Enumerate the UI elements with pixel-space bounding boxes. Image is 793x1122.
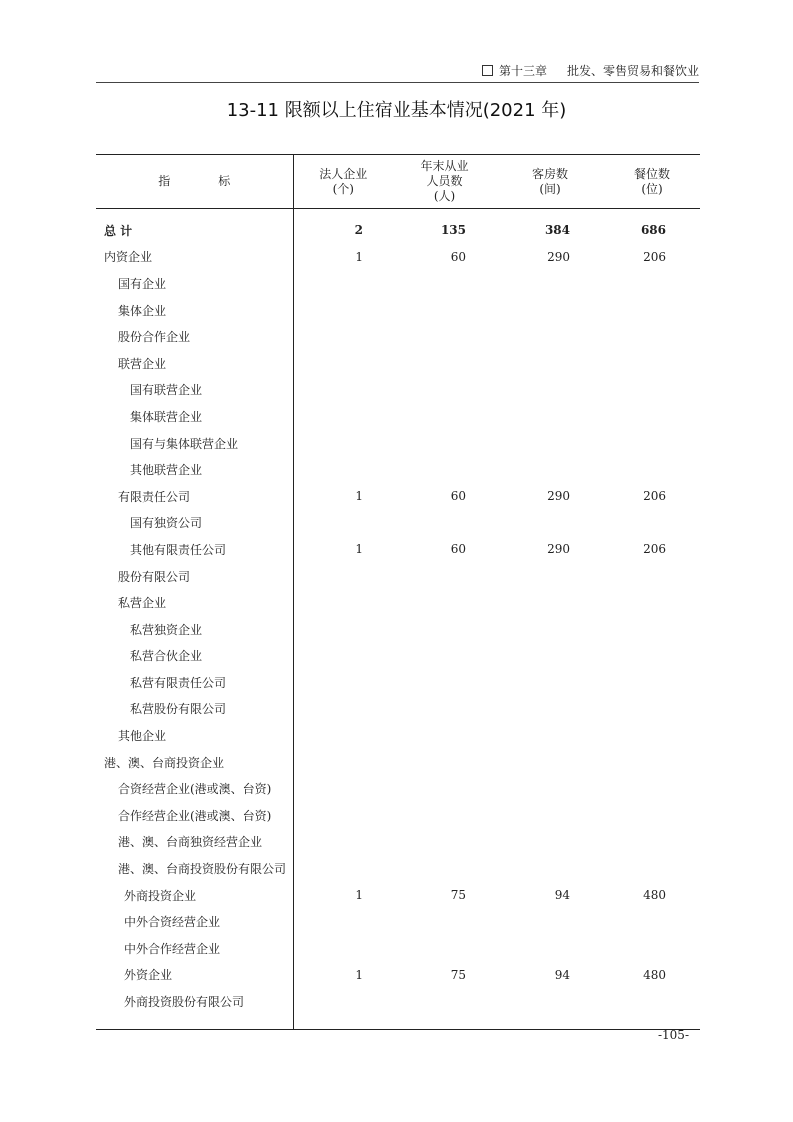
row-value (293, 350, 393, 377)
row-value (293, 802, 393, 829)
table-row (96, 589, 700, 616)
row-value: 290 (547, 249, 570, 264)
row-value (604, 775, 700, 802)
column-header-line: 人员数 (426, 174, 463, 188)
column-header (604, 155, 700, 209)
table-header-row (96, 155, 700, 209)
row-value (496, 669, 604, 696)
row-value (393, 430, 496, 457)
row-value (393, 908, 496, 935)
row-value (604, 589, 700, 616)
row-value: 384 (544, 223, 570, 238)
row-value (393, 403, 496, 430)
row-value (496, 563, 604, 590)
row-value (293, 722, 393, 749)
row-label: 内资企业 (96, 244, 293, 271)
row-label: 国有联营企业 (96, 377, 293, 404)
end-cell (293, 1015, 393, 1030)
page-number: -105- (657, 1028, 689, 1042)
table-row (96, 456, 700, 483)
row-label: 股份合作企业 (96, 323, 293, 350)
row-label: 联营企业 (96, 350, 293, 377)
row-value (393, 297, 496, 324)
table-row (96, 722, 700, 749)
table-row (96, 244, 700, 271)
row-label: 私营独资企业 (96, 616, 293, 643)
table-row (96, 749, 700, 776)
row-value (293, 855, 393, 882)
table-row (96, 962, 700, 989)
row-value (293, 669, 393, 696)
row-value: 1 (355, 489, 363, 504)
row-label: 中外合资经营企业 (96, 908, 293, 935)
row-value (496, 323, 604, 350)
row-label: 外商投资企业 (96, 882, 293, 909)
row-value: 75 (450, 888, 466, 903)
row-label: 国有企业 (96, 270, 293, 297)
row-value: 1 (355, 888, 363, 903)
row-value: 206 (643, 249, 666, 264)
running-header (482, 62, 699, 79)
row-value (604, 350, 700, 377)
column-header-line: (间) (539, 181, 561, 196)
table-row (96, 510, 700, 537)
spacer-cell (496, 209, 604, 218)
row-label: 有限责任公司 (96, 483, 293, 510)
statistics-table-container (96, 154, 700, 1030)
table-row (96, 643, 700, 670)
row-value: 206 (643, 489, 666, 504)
row-value (393, 377, 496, 404)
row-value (293, 908, 393, 935)
row-value (496, 430, 604, 457)
row-value (393, 855, 496, 882)
row-value (393, 456, 496, 483)
row-label: 私营有限责任公司 (96, 669, 293, 696)
row-value (393, 510, 496, 537)
table-row (96, 882, 700, 909)
column-header-line: (人) (433, 189, 456, 203)
row-value (393, 775, 496, 802)
row-value (293, 829, 393, 856)
row-value (604, 323, 700, 350)
table-row (96, 270, 700, 297)
row-value: 60 (450, 542, 466, 557)
column-header-line: 年末从业 (420, 159, 469, 173)
row-value (496, 377, 604, 404)
row-value (496, 722, 604, 749)
row-label: 外资企业 (96, 962, 293, 989)
table-row (96, 775, 700, 802)
row-value (293, 323, 393, 350)
table-row (96, 563, 700, 590)
page-title: 13-11 限额以上住宿业基本情况(2021 年) (226, 100, 567, 121)
row-value (496, 908, 604, 935)
row-value (393, 589, 496, 616)
row-value (293, 270, 393, 297)
column-header-line: 客房数 (531, 166, 568, 181)
table-row (96, 988, 700, 1015)
row-value (393, 749, 496, 776)
row-label: 其他企业 (96, 722, 293, 749)
row-value (393, 563, 496, 590)
table-row (96, 802, 700, 829)
row-value (293, 749, 393, 776)
row-value (393, 323, 496, 350)
row-value (293, 403, 393, 430)
row-value (393, 350, 496, 377)
row-label: 私营企业 (96, 589, 293, 616)
row-value (496, 829, 604, 856)
row-label: 其他有限责任公司 (96, 536, 293, 563)
row-value (496, 270, 604, 297)
end-cell (393, 1015, 496, 1030)
table-row (96, 855, 700, 882)
spacer-cell (96, 209, 293, 218)
row-value (604, 935, 700, 962)
table-row (96, 696, 700, 723)
row-value: 94 (554, 888, 570, 903)
row-value: 1 (355, 967, 363, 982)
table-total-row (96, 217, 700, 244)
row-label: 国有独资公司 (96, 510, 293, 537)
row-label: 集体企业 (96, 297, 293, 324)
row-value: 60 (450, 249, 466, 264)
row-value (496, 456, 604, 483)
table-row (96, 323, 700, 350)
row-value (393, 696, 496, 723)
column-header (293, 155, 393, 209)
row-label: 总 计 (96, 217, 293, 244)
header-rule (96, 82, 699, 83)
table-row (96, 536, 700, 563)
row-value (604, 403, 700, 430)
row-value (496, 403, 604, 430)
table-row (96, 908, 700, 935)
row-value: 686 (640, 223, 666, 238)
row-value (604, 297, 700, 324)
row-label: 港、澳、台商投资企业 (96, 749, 293, 776)
row-value (293, 510, 393, 537)
table-row (96, 403, 700, 430)
row-value (604, 722, 700, 749)
row-value (496, 749, 604, 776)
table-row (96, 430, 700, 457)
row-value (293, 377, 393, 404)
table-header (96, 155, 700, 209)
chapter-label: 第十三章 (498, 64, 547, 78)
row-value (604, 510, 700, 537)
table-row (96, 350, 700, 377)
row-value (496, 350, 604, 377)
row-value: 75 (450, 967, 466, 982)
column-header-line: 餐位数 (633, 166, 670, 181)
statistics-table (96, 154, 700, 1030)
row-value: 1 (355, 249, 363, 264)
row-value (293, 589, 393, 616)
row-value (393, 669, 496, 696)
row-value: 94 (554, 967, 570, 982)
table-row (96, 377, 700, 404)
row-value (496, 297, 604, 324)
column-header-line: (个) (332, 181, 354, 196)
row-value (496, 510, 604, 537)
row-value: 206 (643, 542, 666, 557)
row-value (293, 696, 393, 723)
row-value (293, 643, 393, 670)
spacer-row (96, 209, 700, 218)
table-row (96, 483, 700, 510)
row-value (293, 935, 393, 962)
row-value: 480 (643, 888, 666, 903)
row-value (496, 616, 604, 643)
row-value (604, 377, 700, 404)
row-value (393, 722, 496, 749)
row-value (293, 616, 393, 643)
row-value (604, 988, 700, 1015)
table-end-row (96, 1015, 700, 1030)
row-value (393, 616, 496, 643)
row-value (393, 270, 496, 297)
table-row (96, 616, 700, 643)
row-value (496, 643, 604, 670)
column-header-line: 指 标 (158, 174, 231, 188)
row-value (496, 696, 604, 723)
row-label: 港、澳、台商投资股份有限公司 (96, 855, 293, 882)
row-value (393, 935, 496, 962)
table-row (96, 935, 700, 962)
row-value (293, 430, 393, 457)
row-value: 135 (440, 223, 466, 238)
row-value (293, 775, 393, 802)
row-value (393, 829, 496, 856)
end-cell (496, 1015, 604, 1030)
row-value (604, 563, 700, 590)
row-label: 其他联营企业 (96, 456, 293, 483)
column-header (96, 155, 293, 209)
row-label: 股份有限公司 (96, 563, 293, 590)
row-value: 290 (547, 489, 570, 504)
row-value (293, 297, 393, 324)
table-body (96, 209, 700, 1030)
spacer-cell (604, 209, 700, 218)
column-header (496, 155, 604, 209)
row-value (293, 563, 393, 590)
section-label: 批发、零售贸易和餐饮业 (566, 64, 699, 78)
row-label: 合资经营企业(港或澳、台资) (96, 775, 293, 802)
square-bullet-icon (482, 65, 493, 76)
row-value (604, 802, 700, 829)
row-value (604, 456, 700, 483)
row-value (393, 643, 496, 670)
column-header-line: 法人企业 (319, 166, 368, 181)
row-label: 国有与集体联营企业 (96, 430, 293, 457)
row-label: 中外合作经营企业 (96, 935, 293, 962)
row-value (604, 430, 700, 457)
row-value (604, 270, 700, 297)
end-cell (96, 1015, 293, 1030)
row-value (496, 855, 604, 882)
row-value (604, 696, 700, 723)
row-value: 60 (450, 489, 466, 504)
row-label: 合作经营企业(港或澳、台资) (96, 802, 293, 829)
row-value (393, 988, 496, 1015)
row-value (496, 802, 604, 829)
row-value (604, 855, 700, 882)
row-value (496, 775, 604, 802)
row-value: 2 (354, 223, 363, 238)
row-value (604, 643, 700, 670)
row-label: 私营合伙企业 (96, 643, 293, 670)
row-value (604, 616, 700, 643)
row-value (604, 908, 700, 935)
spacer-cell (393, 209, 496, 218)
row-value (604, 749, 700, 776)
table-row (96, 669, 700, 696)
row-label: 集体联营企业 (96, 403, 293, 430)
row-label: 外商投资股份有限公司 (96, 988, 293, 1015)
row-value (293, 456, 393, 483)
table-row (96, 829, 700, 856)
row-value (604, 669, 700, 696)
row-value (496, 988, 604, 1015)
row-value (496, 935, 604, 962)
row-label: 港、澳、台商独资经营企业 (96, 829, 293, 856)
column-header-line: (位) (641, 181, 663, 196)
row-value (393, 802, 496, 829)
row-value (293, 988, 393, 1015)
table-row (96, 297, 700, 324)
row-label: 私营股份有限公司 (96, 696, 293, 723)
row-value: 1 (355, 542, 363, 557)
row-value (496, 589, 604, 616)
column-header (393, 155, 496, 209)
row-value (604, 829, 700, 856)
row-value: 480 (643, 967, 666, 982)
spacer-cell (293, 209, 393, 218)
row-value: 290 (547, 542, 570, 557)
